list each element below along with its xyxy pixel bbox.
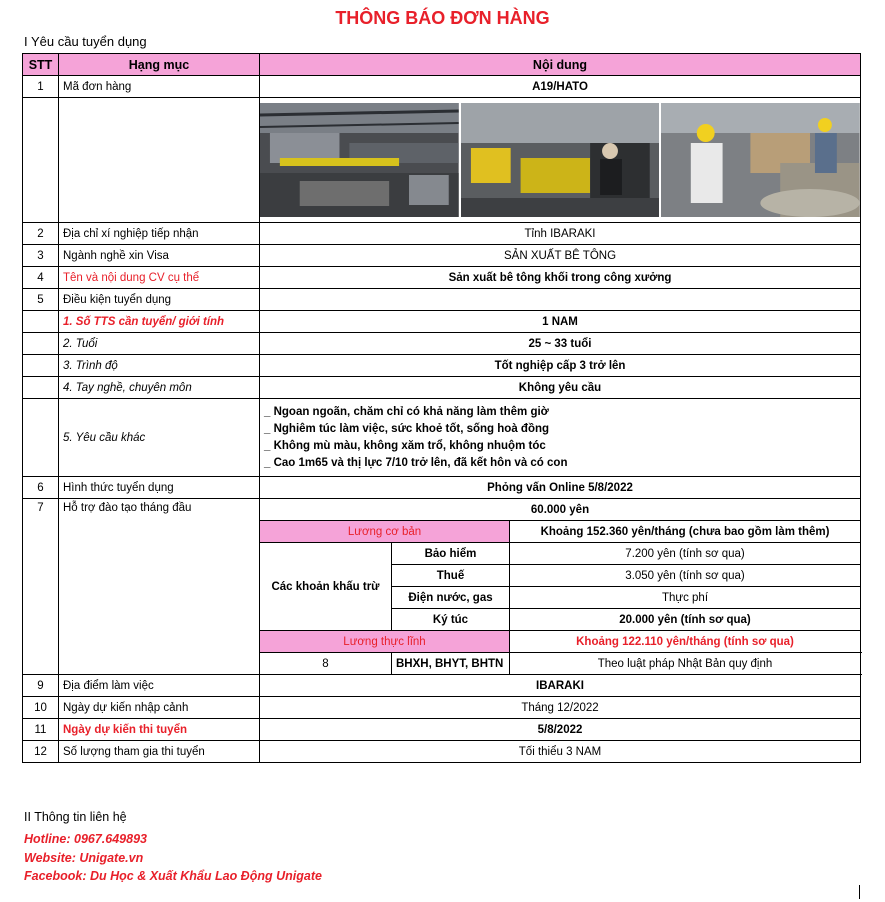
deduction-value: Thực phí	[510, 587, 861, 609]
row-no: 9	[23, 675, 59, 697]
section-2-title: II Thông tin liên hệ	[24, 810, 127, 824]
row-value: 5/8/2022	[260, 719, 861, 741]
hotline-text: Hotline: 0967.649893	[24, 832, 147, 846]
deduction-value: 3.050 yên (tính sơ qua)	[510, 565, 861, 587]
table-row	[23, 675, 861, 697]
text-cursor	[859, 885, 860, 899]
table-row	[23, 289, 861, 311]
row-label: Địa điểm làm việc	[59, 675, 260, 697]
table-row	[23, 499, 861, 521]
row-no: 4	[23, 267, 59, 289]
row-label: 4. Tay nghề, chuyên môn	[59, 377, 260, 399]
list-item: _ Cao 1m65 và thị lực 7/10 trở lên, đã kết hôn và có con	[264, 457, 568, 469]
table-row	[23, 377, 861, 399]
row-label: Ngày dự kiến nhập cảnh	[59, 697, 260, 719]
list-item: _ Nghiêm túc làm việc, sức khoẻ tốt, sống hoà đồng	[264, 423, 550, 435]
row-label: 5. Yêu cầu khác	[59, 399, 260, 477]
website-text: Website: Unigate.vn	[24, 851, 144, 865]
row-value: 25 ~ 33 tuổi	[260, 333, 861, 355]
table-row	[23, 355, 861, 377]
row-label: Tên và nội dung CV cụ thể	[59, 267, 260, 289]
salary-net-value: Khoảng 122.110 yên/tháng (tính sơ qua)	[510, 631, 861, 653]
row-no: 12	[23, 741, 59, 763]
row-no: 7	[23, 499, 59, 675]
row-value: A19/HATO	[260, 76, 861, 98]
list-item: _ Ngoan ngoãn, chăm chỉ có khả năng làm thêm giờ	[264, 406, 549, 418]
row-label: Số lượng tham gia thi tuyển	[59, 741, 260, 763]
photo-row	[23, 98, 861, 223]
table-row	[23, 741, 861, 763]
row-label: Hình thức tuyển dụng	[59, 477, 260, 499]
table-row	[23, 223, 861, 245]
row-value: SẢN XUẤT BÊ TÔNG	[260, 245, 861, 267]
row-label: 3. Trình độ	[59, 355, 260, 377]
row-label: Hỗ trợ đào tạo tháng đầu	[59, 499, 260, 675]
row-label: 1. Số TTS cần tuyển/ giới tính	[59, 311, 260, 333]
row-no: 3	[23, 245, 59, 267]
row-label: 2. Tuổi	[59, 333, 260, 355]
row-label: Mã đơn hàng	[59, 76, 260, 98]
row-label: Điều kiện tuyển dụng	[59, 289, 260, 311]
row-value: Theo luật pháp Nhật Bản quy định	[510, 653, 861, 675]
table-row	[23, 333, 861, 355]
table-row	[23, 311, 861, 333]
row-no: 1	[23, 76, 59, 98]
page-title: THÔNG BÁO ĐƠN HÀNG	[335, 8, 550, 28]
deduction-label: Điện nước, gas	[392, 587, 510, 609]
row-label: Ngành nghề xin Visa	[59, 245, 260, 267]
row-no: 2	[23, 223, 59, 245]
factory-photo-2	[461, 103, 660, 217]
table-row	[23, 245, 861, 267]
row-no: 6	[23, 477, 59, 499]
row-value: 60.000 yên	[260, 499, 861, 521]
header-content: Nội dung	[260, 54, 861, 76]
salary-base-value: Khoảng 152.360 yên/tháng (chưa bao gồm làm thêm)	[510, 521, 861, 543]
row-value: Tháng 12/2022	[260, 697, 861, 719]
row-label: Ngày dự kiến thi tuyển	[59, 719, 260, 741]
section-1-title: I Yêu cầu tuyển dụng	[24, 34, 147, 49]
salary-net-label: Lương thực lĩnh	[260, 631, 510, 653]
facebook-text: Facebook: Du Học & Xuất Khẩu Lao Động Unigate	[24, 869, 322, 883]
deduction-value: 7.200 yên (tính sơ qua)	[510, 543, 861, 565]
table-row	[23, 76, 861, 98]
factory-photo-3	[661, 103, 860, 217]
row-value: Không yêu cầu	[260, 377, 861, 399]
row-label: Địa chỉ xí nghiệp tiếp nhận	[59, 223, 260, 245]
table-row	[23, 697, 861, 719]
other-requirements-list	[264, 402, 856, 472]
header-stt: STT	[23, 54, 59, 76]
table-row	[23, 267, 861, 289]
table-header	[23, 54, 861, 76]
table-row	[23, 399, 861, 477]
row-no: 8	[260, 653, 392, 675]
row-value: Tốt nghiệp cấp 3 trở lên	[260, 355, 861, 377]
deduction-label: Ký túc	[392, 609, 510, 631]
factory-photo-1	[260, 103, 459, 217]
row-value: 1 NAM	[260, 311, 861, 333]
row-label: BHXH, BHYT, BHTN	[392, 653, 510, 675]
table-row	[23, 477, 861, 499]
row-value: Tỉnh IBARAKI	[260, 223, 861, 245]
deduction-label: Bảo hiểm	[392, 543, 510, 565]
row-value: Tối thiểu 3 NAM	[260, 741, 861, 763]
row-value: Phỏng vấn Online 5/8/2022	[260, 477, 861, 499]
list-item: _ Không mù màu, không xăm trổ, không nhuộm tóc	[264, 440, 546, 452]
table-row	[23, 719, 861, 741]
deductions-label: Các khoản khấu trừ	[260, 543, 392, 631]
factory-photos	[260, 103, 860, 217]
salary-base-label: Lương cơ bản	[260, 521, 510, 543]
deduction-label: Thuế	[392, 565, 510, 587]
row-no: 5	[23, 289, 59, 311]
recruitment-table	[22, 53, 861, 763]
header-item: Hạng mục	[59, 54, 260, 76]
row-value: Sản xuất bê tông khối trong công xưởng	[260, 267, 861, 289]
row-no: 10	[23, 697, 59, 719]
row-value: IBARAKI	[260, 675, 861, 697]
deduction-value: 20.000 yên (tính sơ qua)	[510, 609, 861, 631]
row-no: 11	[23, 719, 59, 741]
